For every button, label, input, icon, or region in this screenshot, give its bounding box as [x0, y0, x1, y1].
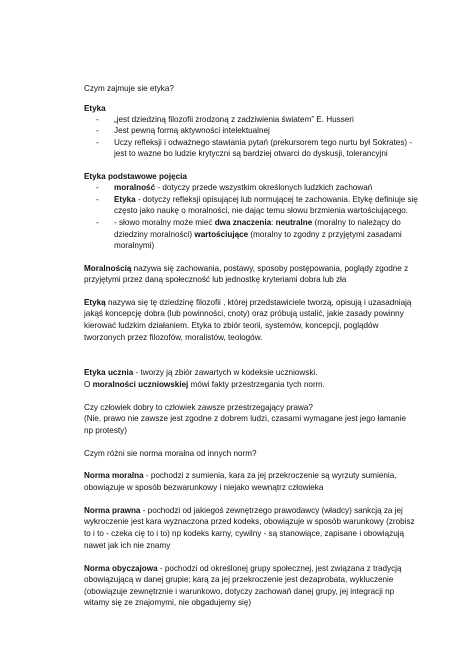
- norma-obyczajowa-line-2: obowiązującą w danej grupie; karą za jej przekroczenie jest dezaprobata, wykluczenie: [84, 575, 394, 584]
- podstawowe-item-2-cont: często jako naukę o moralności, nie dając temu słowu brzmienia wartościującego.: [114, 206, 408, 215]
- bullet-dash: -: [96, 126, 99, 135]
- text-span: - pochodzi od określonej grupy społecznej, jest związana z tradycją: [157, 564, 402, 573]
- etyka-def-line-2: jakąś koncepcję dobra (lub powinności, cnoty) oraz próbują ustalić, jakie zasady powinny: [84, 309, 404, 318]
- etyka-def-line-3: kierować ludzkim działaniem. Etyka to zbiór teorii, systemów, koncepcji, poglądów: [84, 321, 379, 330]
- podstawowe-item-1: [114, 183, 372, 193]
- text-span: - pochodzi z sumienia, kara za jej przekroczenie są wyrzuty sumienia,: [143, 471, 397, 480]
- term-moralnoscia: Moralnością: [84, 264, 132, 273]
- podstawowe-item-1-text: - dotyczy przede wszystkim określonych ludzkich zachowań: [155, 183, 373, 192]
- text-span: - pochodzi od jakiegoś zewnętrzego prawodawcy (władcy) sankcją za jej: [140, 506, 403, 515]
- term-etyka-ucznia: Etyka ucznia: [84, 368, 134, 377]
- etyka-item-2: Jest pewną formą aktywności intelektualnej: [114, 126, 270, 135]
- text-span: dziedziny moralności): [114, 230, 195, 239]
- bullet-dash: -: [96, 218, 99, 227]
- term-wartosciujace: wartościujące: [194, 230, 249, 239]
- podstawowe-heading: Etyka podstawowe pojęcia: [84, 172, 187, 181]
- ucznia-line-1: [84, 368, 317, 378]
- etyka-item-1: „jest dziedziną filozofii zrodzoną z zadziwienia światem” E. Husseri: [114, 115, 354, 124]
- text-span: (moralny to należący do: [312, 218, 401, 227]
- norma-moralna-line-2: obowiązuje w sposób bezwarunkowy i niejako wewnątrz człowieka: [84, 483, 324, 492]
- podstawowe-item-2-text: - dotyczy refleksji opisującej lub normującej te zachowania. Etykę definiuje się: [135, 195, 418, 204]
- norma-prawna-line-2: wykroczenie jest kara wyznaczona przed kodeks, obowiązuje w sposób warunkowy (zrobisz: [84, 517, 415, 526]
- text-span: :: [271, 218, 276, 227]
- etyka-item-3: Uczy refleksji i odważnego stawiania pytań (prekursorem tego nurtu był Sokrates) -: [114, 138, 413, 147]
- etyka-def-line-4: tworzonych przez filozofów, moralistów, teologów.: [84, 333, 263, 342]
- bullet-dash: -: [96, 195, 99, 204]
- text-span: mówi fakty przestrzegania tych norm.: [188, 380, 325, 389]
- podstawowe-item-2: [114, 195, 418, 205]
- pytanie-line-3: np protesty): [84, 426, 127, 435]
- term-etyka: Etyka: [114, 195, 136, 204]
- etyka-heading: Etyka: [84, 104, 106, 113]
- norma-obyczajowa-line-4: witamy się ze znajomymi, nie obgadujemy się): [84, 598, 252, 607]
- norma-prawna-line-4: nawet jak ich nie znamy: [84, 541, 171, 550]
- rozni-question: Czym różni sie norma moralna od innych norm?: [84, 449, 257, 458]
- norma-moralna-line-1: [84, 471, 397, 481]
- text-span: O: [84, 380, 93, 389]
- etyka-item-3-cont: jest to wazne bo ludzie krytyczni są bardziej otwarci do dyskusji, tolerancyjni: [114, 149, 388, 158]
- term-moralnosc: moralność: [114, 183, 156, 192]
- intro-question: Czym zajmuje sie etyka?: [84, 84, 174, 93]
- podstawowe-item-3-cont: [114, 230, 402, 240]
- moralnosc-line-2: przyjętymi przez daną społeczność lub jednostkę kryteriami dobra lub zła: [84, 275, 347, 284]
- term-norma-obyczajowa: Norma obyczajowa: [84, 564, 158, 573]
- text-span: - słowo moralny może mieć: [114, 218, 215, 227]
- text-span: - tworzy ją zbiór zawartych w kodeksie uczniowski.: [133, 368, 318, 377]
- term-norma-moralna: Norma moralna: [84, 471, 144, 480]
- text-span: (moralny to zgodny z przyjętymi zasadami: [248, 230, 402, 239]
- pytanie-line-2: (Nie, prawo nie zawsze jest zgodne z dobrem ludzi, czasami wymagane jest jego łamanie: [84, 414, 406, 423]
- term-neutralne: neutralne: [275, 218, 313, 227]
- term-moralnosci-uczniowskiej: moralności uczniowskiej: [92, 380, 189, 389]
- norma-obyczajowa-line-3: (obowiązuje zewnętrznie i warunkowo, dotyczy zachowań danej grupy, jej integracji np: [84, 587, 395, 596]
- term-etyka-def: Etyką: [84, 298, 106, 307]
- term-dwa-znaczenia: dwa znaczenia: [214, 218, 272, 227]
- podstawowe-item-3: [114, 218, 401, 228]
- bullet-dash: -: [96, 138, 99, 147]
- etyka-def-line-1: [84, 298, 411, 308]
- bullet-dash: -: [96, 115, 99, 124]
- norma-prawna-line-1: [84, 506, 403, 516]
- term-norma-prawna: Norma prawna: [84, 506, 141, 515]
- podstawowe-item-3-cont2: moralnymi): [114, 241, 155, 250]
- moralnosc-line-1: [84, 264, 408, 274]
- bullet-dash: -: [96, 183, 99, 192]
- pytanie-line-1: Czy człowiek dobry to człowiek zawsze przestrzegający prawa?: [84, 403, 313, 412]
- norma-obyczajowa-line-1: [84, 564, 402, 574]
- norma-prawna-line-3: to i to - czeka cię to i to) np kodeks karny, cywilny - są stanowiące, zapisane i obowiązują: [84, 529, 405, 538]
- ucznia-line-2: [84, 380, 325, 390]
- text-span: nazywa się tę dziedzinę filozofii , której przedstawiciele tworzą, opisują i uzasadniają: [105, 298, 412, 307]
- text-span: nazywa się zachowania, postawy, sposoby postępowania, poglądy zgodne z: [131, 264, 409, 273]
